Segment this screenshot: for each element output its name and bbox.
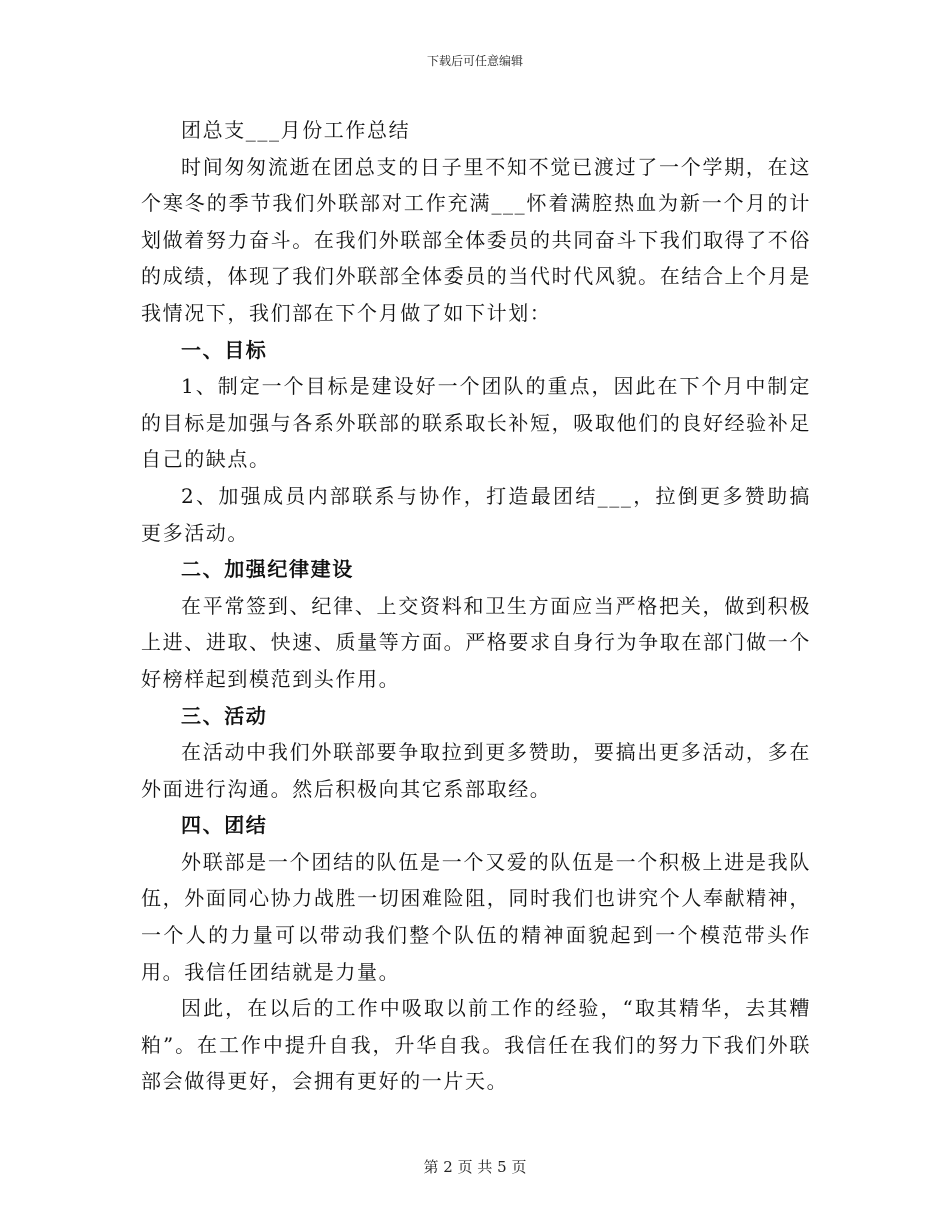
paragraph-intro: 时间匆匆流逝在团总支的日子里不知不觉已渡过了一个学期，在这个寒冬的季节我们外联部对工作充满___怀着满腔热血为新一个月的计划做着努力奋斗。在我们外联部全体委员的共同奋斗下我们取得了不俗的成绩，体现了我们外联部全体委员的当代时代风貌。在结合上个月是我情况下，我们部在下个月做了如下计划： [141, 154, 811, 325]
section-heading-discipline: 二、加强纪律建设 [181, 557, 354, 582]
section-heading-goals: 一、目标 [181, 337, 268, 362]
section-heading-unity: 四、团结 [181, 813, 268, 838]
paragraph-goal-1: 1、制定一个目标是建设好一个团队的重点，因此在下个月中制定的目标是加强与各系外联部的联系取长补短，吸取他们的良好经验补足自己的缺点。 [141, 374, 811, 472]
paragraph-goal-2: 2、加强成员内部联系与协作，打造最团结___，拉倒更多赞助搞更多活动。 [141, 483, 811, 545]
paragraph-unity: 外联部是一个团结的队伍是一个又爱的队伍是一个积极上进是我队伍，外面同心协力战胜一切困难险阻，同时我们也讲究个人奉献精神，一个人的力量可以带动我们整个队伍的精神面貌起到一个模范带头作用。我信任团结就是力量。 [141, 849, 811, 984]
document-title: 团总支___月份工作总结 [181, 118, 411, 142]
paragraph-discipline: 在平常签到、纪律、上交资料和卫生方面应当严格把关，做到积极上进、进取、快速、质量等方面。严格要求自身行为争取在部门做一个好榜样起到模范到头作用。 [141, 593, 811, 691]
page-header: 下载后可任意编辑 [426, 54, 523, 68]
document-body [141, 112, 811, 1100]
section-heading-activities: 三、活动 [181, 703, 268, 728]
paragraph-conclusion: 因此，在以后的工作中吸取以前工作的经验，“取其精华，去其糟粕”。在工作中提升自我，升华自我。我信任在我们的努力下我们外联部会做得更好，会拥有更好的一片天。 [141, 996, 811, 1094]
page-footer: 第 2 页 共 5 页 [423, 1158, 527, 1176]
paragraph-activities: 在活动中我们外联部要争取拉到更多赞助，要搞出更多活动，多在外面进行沟通。然后积极向其它系部取经。 [141, 740, 811, 801]
